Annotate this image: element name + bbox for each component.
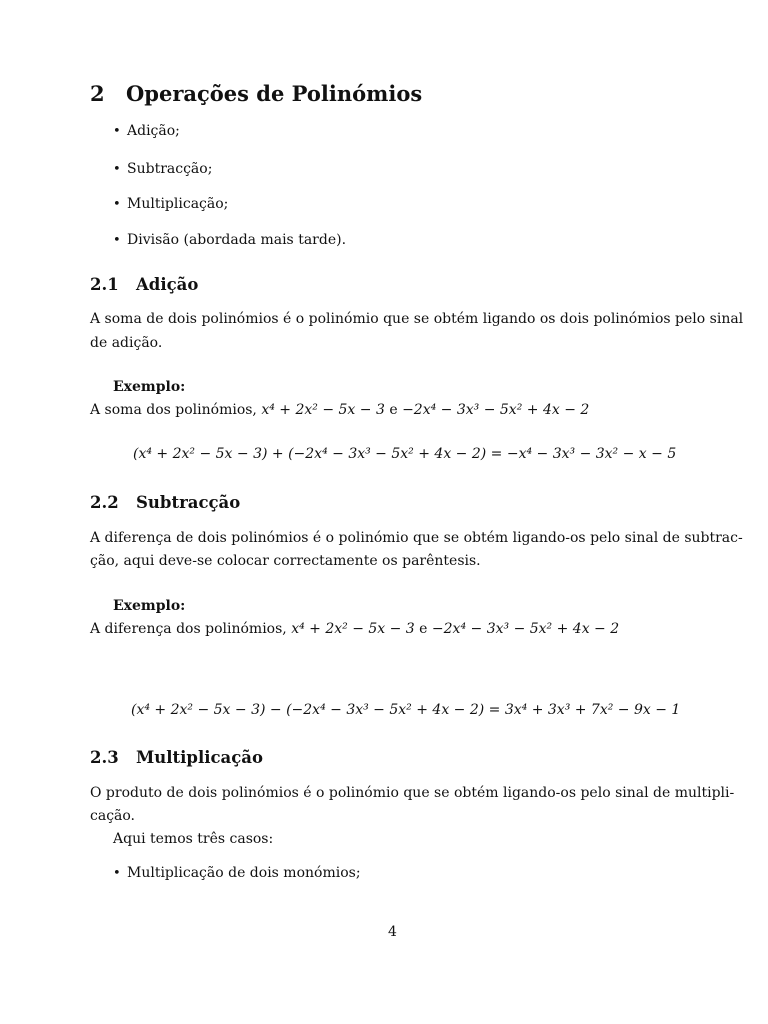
connector-text: e [389,402,398,418]
subsection-number: 2.3 [90,748,119,767]
subsection-title: Multiplicação [136,748,263,767]
paragraph-line: A diferença de dois polinómios é o polinómio que se obtém ligando-os pelo sinal de subtrac- [90,530,743,546]
subsection-title: Subtracção [136,493,241,512]
subsection-heading [90,275,198,294]
paragraph-line: Aqui temos três casos: [113,831,274,847]
paragraph-line: cação. [90,808,136,824]
paragraph-line: O produto de dois polinómios é o polinómio que se obtém ligando-os pelo sinal de multipli- [90,785,735,801]
section-title: Operações de Polinómios [126,81,423,106]
addition-equation: (x⁴ + 2x² − 5x − 3) + (−2x⁴ − 3x³ − 5x² + 4x − 2) = −x⁴ − 3x³ − 3x² − x − 5 [133,446,677,462]
bullet-icon: • [113,197,121,212]
example-label: Exemplo: [113,379,186,395]
subtraction-equation: (x⁴ + 2x² − 5x − 3) − (−2x⁴ − 3x³ − 5x² + 4x − 2) = 3x⁴ + 3x³ + 7x² − 9x − 1 [131,702,681,718]
subsection-title: Adição [136,275,199,294]
polynomial-b: −2x⁴ − 3x³ − 5x² + 4x − 2 [402,402,590,418]
polynomial-a: x⁴ + 2x² − 5x − 3 [291,621,415,637]
subsection-number: 2.2 [90,493,119,512]
polynomial-b: −2x⁴ − 3x³ − 5x² + 4x − 2 [431,621,620,637]
page-number: 4 [388,924,397,940]
example-intro [90,617,619,641]
list-item-text: Multiplicação; [127,196,229,212]
subsection-number: 2.1 [90,275,119,294]
subsection-heading [90,748,263,767]
section-number: 2 [90,81,105,106]
connector-text: e [419,621,428,637]
paragraph-line: A soma de dois polinómios é o polinómio que se obtém ligando os dois polinómios pelo sinal [90,311,744,327]
bullet-icon: • [113,162,121,177]
list-item-text: Adição; [127,123,180,139]
list-item [113,192,228,217]
subsection-heading [90,493,240,512]
list-item-text: Multiplicação de dois monómios; [127,865,361,881]
example-intro-text: A soma dos polinómios, [90,402,257,418]
section-heading [90,81,422,106]
list-item-text: Divisão (abordada mais tarde). [127,232,347,248]
example-label: Exemplo: [113,598,186,614]
bullet-icon: • [113,866,121,881]
bullet-icon: • [113,233,121,248]
list-item [113,157,212,182]
paragraph-line: ção, aqui deve-se colocar correctamente os parêntesis. [90,553,481,569]
list-item [113,119,180,144]
paragraph-line: de adição. [90,335,163,351]
bullet-icon: • [113,124,121,139]
example-intro-text: A diferença dos polinómios, [90,621,287,637]
polynomial-a: x⁴ + 2x² − 5x − 3 [261,402,385,418]
list-item [113,861,361,886]
example-intro [90,398,589,422]
list-item [113,228,346,253]
list-item-text: Subtracção; [127,161,213,177]
